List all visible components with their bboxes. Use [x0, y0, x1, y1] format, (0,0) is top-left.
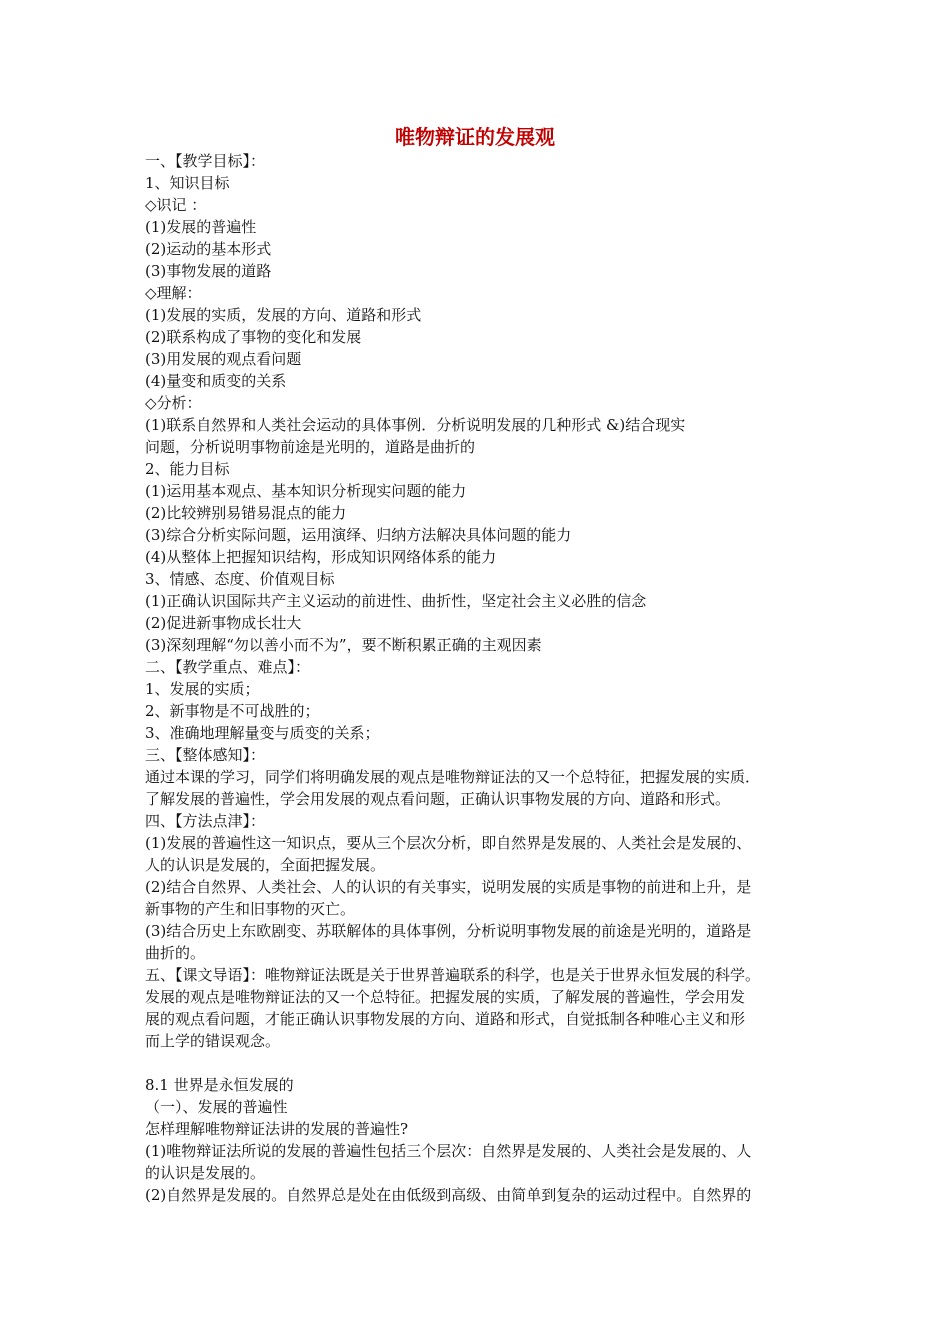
text-line: (3)事物发展的道路 [145, 262, 272, 280]
text-line: 了解发展的普遍性，学会用发展的观点看问题，正确认识事物发展的方向、道路和形式。 [145, 790, 731, 808]
text-line: (3)深刻理解“勿以善小而不为”，要不断积累正确的主观因素 [145, 636, 542, 654]
text-line: （一）、发展的普遍性 [145, 1098, 288, 1116]
text-line: (1)运用基本观点、基本知识分析现实问题的能力 [145, 482, 467, 500]
text-line: (1)发展的普遍性 [145, 218, 257, 236]
text-line: 五、【课文导语】：唯物辩证法既是关于世界普遍联系的科学，也是关于世界永恒发展的科学。 [145, 966, 761, 984]
text-line: 2、能力目标 [145, 460, 230, 478]
text-line: 曲折的。 [145, 944, 206, 962]
text-line: (4)从整体上把握知识结构，形成知识网络体系的能力 [145, 548, 497, 566]
page-title: 唯物辩证的发展观 [395, 125, 555, 149]
text-line: 三、【整体感知】： [145, 746, 266, 764]
text-line: 新事物的产生和旧事物的灭亡。 [145, 900, 356, 918]
text-line: 1、发展的实质； [145, 680, 260, 698]
text-line: (1)发展的普遍性这一知识点，要从三个层次分析，即自然界是发展的、人类社会是发展的、 [145, 834, 752, 852]
text-line: (2)结合自然界、人类社会、人的认识的有关事实，说明发展的实质是事物的前进和上升，是 [145, 878, 752, 896]
text-line: 的认识是发展的。 [145, 1164, 266, 1182]
text-line: (2)促进新事物成长壮大 [145, 614, 302, 632]
text-line: 1、知识目标 [145, 174, 230, 192]
text-line: (1)发展的实质，发展的方向、道路和形式 [145, 306, 422, 324]
text-line: 2、新事物是不可战胜的； [145, 702, 320, 720]
text-line: (1)联系自然界和人类社会运动的具体事例．分析说明发展的几种形式 &)结合现实 [145, 416, 686, 434]
text-line: 而上学的错误观念。 [145, 1032, 281, 1050]
text-line: (2)联系构成了事物的变化和发展 [145, 328, 362, 346]
text-line: (2)运动的基本形式 [145, 240, 272, 258]
text-line: (3)用发展的观点看问题 [145, 350, 302, 368]
text-line: 发展的观点是唯物辩证法的又一个总特征。把握发展的实质，了解发展的普遍性，学会用发 [145, 988, 746, 1006]
text-line: 3、情感、态度、价值观目标 [145, 570, 335, 588]
blank-line [145, 1052, 815, 1074]
text-line: 怎样理解唯物辩证法讲的发展的普遍性? [145, 1120, 409, 1138]
text-line: ◇识记 ： [145, 196, 207, 214]
text-line: 8.1 世界是永恒发展的 [145, 1076, 294, 1094]
text-line: (4)量变和质变的关系 [145, 372, 287, 390]
document-body [145, 150, 815, 1206]
text-line: 问题，分析说明事物前途是光明的，道路是曲折的 [145, 438, 476, 456]
text-line: 二、【教学重点、难点】： [145, 658, 311, 676]
text-line: 通过本课的学习，同学们将明确发展的观点是唯物辩证法的又一个总特征，把握发展的实质． [145, 768, 761, 786]
text-line: 人的认识是发展的，全面把握发展。 [145, 856, 386, 874]
text-line: 展的观点看问题，才能正确认识事物发展的方向、道路和形式，自觉抵制各种唯心主义和形 [145, 1010, 746, 1028]
text-line: (3)结合历史上东欧剧变、苏联解体的具体事例，分析说明事物发展的前途是光明的，道路是 [145, 922, 752, 940]
text-line: (3)综合分析实际问题，运用演绎、归纳方法解决具体问题的能力 [145, 526, 572, 544]
text-line: (2)自然界是发展的。自然界总是处在由低级到高级、由简单到复杂的运动过程中。自然界的 [145, 1186, 752, 1204]
text-line: ◇分析： [145, 394, 202, 412]
text-line: 一、【教学目标】： [145, 152, 266, 170]
text-line: ◇理解： [145, 284, 202, 302]
text-line: (1)正确认识国际共产主义运动的前进性、曲折性，坚定社会主义必胜的信念 [145, 592, 647, 610]
text-line: 3、准确地理解量变与质变的关系； [145, 724, 380, 742]
text-line: (1)唯物辩证法所说的发展的普遍性包括三个层次：自然界是发展的、人类社会是发展的、人 [145, 1142, 752, 1160]
text-line: (2)比较辨别易错易混点的能力 [145, 504, 347, 522]
text-line: 四、【方法点津】： [145, 812, 266, 830]
